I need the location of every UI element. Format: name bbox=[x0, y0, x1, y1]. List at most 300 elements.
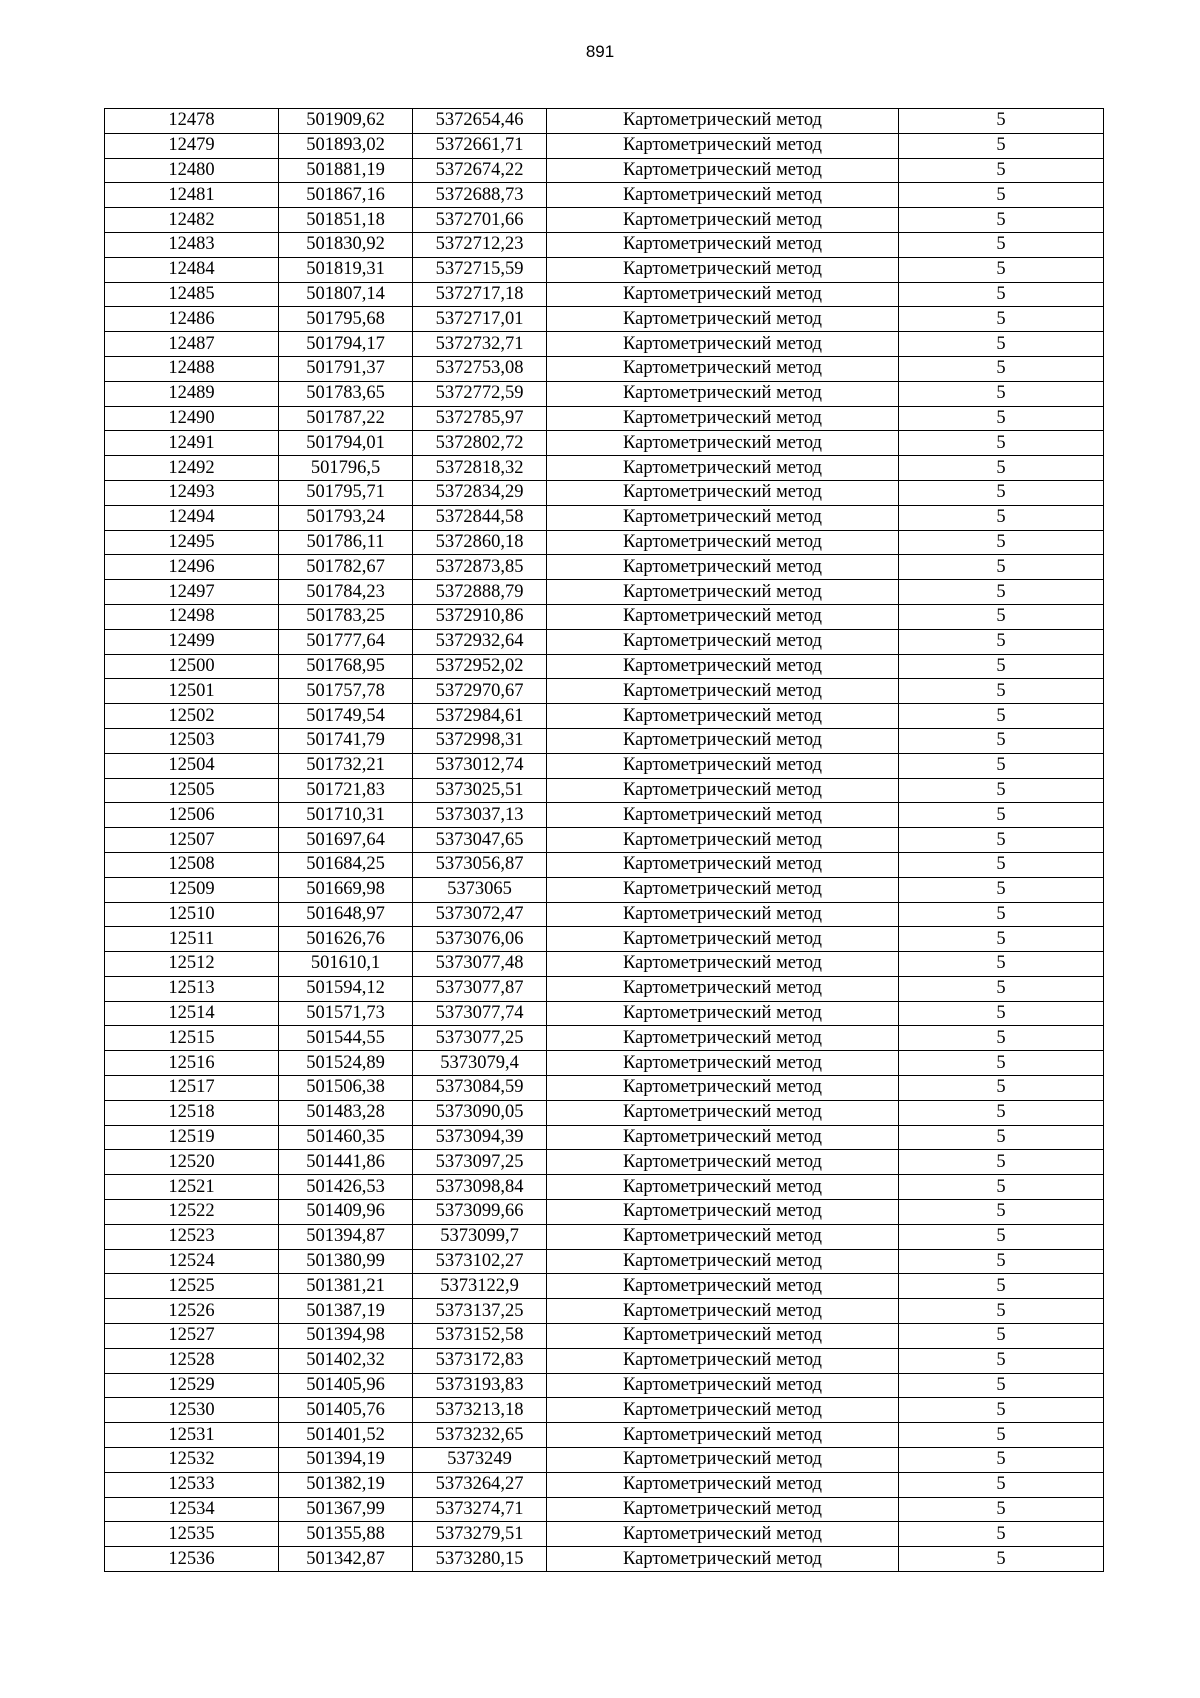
accuracy-cell: 5 bbox=[899, 580, 1104, 605]
y-coordinate-cell: 5373056,87 bbox=[413, 852, 547, 877]
x-coordinate-cell: 501610,1 bbox=[279, 952, 413, 977]
table-row bbox=[105, 133, 1104, 158]
y-coordinate-cell: 5372674,22 bbox=[413, 158, 547, 183]
method-cell: Картометрический метод bbox=[547, 530, 899, 555]
method-cell: Картометрический метод bbox=[547, 1249, 899, 1274]
page-number: 891 bbox=[585, 42, 615, 61]
y-coordinate-cell: 5373232,65 bbox=[413, 1423, 547, 1448]
y-coordinate-cell: 5372717,01 bbox=[413, 307, 547, 332]
x-coordinate-cell: 501893,02 bbox=[279, 133, 413, 158]
accuracy-cell: 5 bbox=[899, 629, 1104, 654]
y-coordinate-cell: 5372715,59 bbox=[413, 257, 547, 282]
method-cell: Картометрический метод bbox=[547, 1398, 899, 1423]
x-coordinate-cell: 501819,31 bbox=[279, 257, 413, 282]
method-cell: Картометрический метод bbox=[547, 1175, 899, 1200]
x-coordinate-cell: 501381,21 bbox=[279, 1274, 413, 1299]
point-number-cell: 12535 bbox=[105, 1522, 279, 1547]
table-row bbox=[105, 208, 1104, 233]
accuracy-cell: 5 bbox=[899, 1324, 1104, 1349]
y-coordinate-cell: 5372654,46 bbox=[413, 109, 547, 134]
point-number-cell: 12513 bbox=[105, 976, 279, 1001]
table-row bbox=[105, 1522, 1104, 1547]
method-cell: Картометрический метод bbox=[547, 952, 899, 977]
point-number-cell: 12499 bbox=[105, 629, 279, 654]
table-row bbox=[105, 828, 1104, 853]
table-row bbox=[105, 976, 1104, 1001]
table-row bbox=[105, 1448, 1104, 1473]
method-cell: Картометрический метод bbox=[547, 927, 899, 952]
point-number-cell: 12492 bbox=[105, 456, 279, 481]
method-cell: Картометрический метод bbox=[547, 1497, 899, 1522]
point-number-cell: 12520 bbox=[105, 1150, 279, 1175]
table-row bbox=[105, 406, 1104, 431]
y-coordinate-cell: 5372873,85 bbox=[413, 555, 547, 580]
table-row bbox=[105, 1150, 1104, 1175]
table-row bbox=[105, 1274, 1104, 1299]
x-coordinate-cell: 501851,18 bbox=[279, 208, 413, 233]
x-coordinate-cell: 501355,88 bbox=[279, 1522, 413, 1547]
point-number-cell: 12504 bbox=[105, 753, 279, 778]
x-coordinate-cell: 501401,52 bbox=[279, 1423, 413, 1448]
table-row bbox=[105, 555, 1104, 580]
point-number-cell: 12510 bbox=[105, 902, 279, 927]
accuracy-cell: 5 bbox=[899, 1001, 1104, 1026]
y-coordinate-cell: 5372772,59 bbox=[413, 381, 547, 406]
accuracy-cell: 5 bbox=[899, 1175, 1104, 1200]
accuracy-cell: 5 bbox=[899, 877, 1104, 902]
x-coordinate-cell: 501793,24 bbox=[279, 505, 413, 530]
table-row bbox=[105, 1076, 1104, 1101]
x-coordinate-cell: 501506,38 bbox=[279, 1076, 413, 1101]
accuracy-cell: 5 bbox=[899, 431, 1104, 456]
x-coordinate-cell: 501460,35 bbox=[279, 1125, 413, 1150]
method-cell: Картометрический метод bbox=[547, 456, 899, 481]
x-coordinate-cell: 501783,65 bbox=[279, 381, 413, 406]
y-coordinate-cell: 5372732,71 bbox=[413, 332, 547, 357]
table-row bbox=[105, 1051, 1104, 1076]
table-row bbox=[105, 679, 1104, 704]
x-coordinate-cell: 501394,19 bbox=[279, 1448, 413, 1473]
x-coordinate-cell: 501768,95 bbox=[279, 654, 413, 679]
y-coordinate-cell: 5373047,65 bbox=[413, 828, 547, 853]
method-cell: Картометрический метод bbox=[547, 654, 899, 679]
point-number-cell: 12505 bbox=[105, 778, 279, 803]
point-number-cell: 12501 bbox=[105, 679, 279, 704]
method-cell: Картометрический метод bbox=[547, 480, 899, 505]
point-number-cell: 12529 bbox=[105, 1373, 279, 1398]
method-cell: Картометрический метод bbox=[547, 332, 899, 357]
method-cell: Картометрический метод bbox=[547, 1522, 899, 1547]
point-number-cell: 12478 bbox=[105, 109, 279, 134]
method-cell: Картометрический метод bbox=[547, 1224, 899, 1249]
accuracy-cell: 5 bbox=[899, 307, 1104, 332]
accuracy-cell: 5 bbox=[899, 976, 1104, 1001]
y-coordinate-cell: 5373065 bbox=[413, 877, 547, 902]
x-coordinate-cell: 501794,01 bbox=[279, 431, 413, 456]
method-cell: Картометрический метод bbox=[547, 232, 899, 257]
x-coordinate-cell: 501544,55 bbox=[279, 1026, 413, 1051]
method-cell: Картометрический метод bbox=[547, 877, 899, 902]
y-coordinate-cell: 5373012,74 bbox=[413, 753, 547, 778]
table-row bbox=[105, 1026, 1104, 1051]
y-coordinate-cell: 5372888,79 bbox=[413, 580, 547, 605]
method-cell: Картометрический метод bbox=[547, 381, 899, 406]
table-row bbox=[105, 381, 1104, 406]
y-coordinate-cell: 5372701,66 bbox=[413, 208, 547, 233]
method-cell: Картометрический метод bbox=[547, 852, 899, 877]
accuracy-cell: 5 bbox=[899, 1547, 1104, 1572]
y-coordinate-cell: 5372984,61 bbox=[413, 704, 547, 729]
method-cell: Картометрический метод bbox=[547, 133, 899, 158]
table-row bbox=[105, 927, 1104, 952]
table-row bbox=[105, 456, 1104, 481]
point-number-cell: 12512 bbox=[105, 952, 279, 977]
method-cell: Картометрический метод bbox=[547, 778, 899, 803]
table-row bbox=[105, 480, 1104, 505]
y-coordinate-cell: 5373077,87 bbox=[413, 976, 547, 1001]
point-number-cell: 12514 bbox=[105, 1001, 279, 1026]
accuracy-cell: 5 bbox=[899, 604, 1104, 629]
accuracy-cell: 5 bbox=[899, 1448, 1104, 1473]
table-row bbox=[105, 257, 1104, 282]
x-coordinate-cell: 501791,37 bbox=[279, 356, 413, 381]
x-coordinate-cell: 501732,21 bbox=[279, 753, 413, 778]
x-coordinate-cell: 501741,79 bbox=[279, 728, 413, 753]
y-coordinate-cell: 5373037,13 bbox=[413, 803, 547, 828]
point-number-cell: 12517 bbox=[105, 1076, 279, 1101]
point-number-cell: 12533 bbox=[105, 1472, 279, 1497]
accuracy-cell: 5 bbox=[899, 109, 1104, 134]
method-cell: Картометрический метод bbox=[547, 1348, 899, 1373]
table-row bbox=[105, 1200, 1104, 1225]
x-coordinate-cell: 501795,68 bbox=[279, 307, 413, 332]
point-number-cell: 12524 bbox=[105, 1249, 279, 1274]
table-row bbox=[105, 1348, 1104, 1373]
table-row bbox=[105, 1398, 1104, 1423]
point-number-cell: 12526 bbox=[105, 1299, 279, 1324]
accuracy-cell: 5 bbox=[899, 232, 1104, 257]
y-coordinate-cell: 5372970,67 bbox=[413, 679, 547, 704]
method-cell: Картометрический метод bbox=[547, 307, 899, 332]
accuracy-cell: 5 bbox=[899, 530, 1104, 555]
table-row bbox=[105, 1125, 1104, 1150]
accuracy-cell: 5 bbox=[899, 332, 1104, 357]
point-number-cell: 12495 bbox=[105, 530, 279, 555]
point-number-cell: 12479 bbox=[105, 133, 279, 158]
accuracy-cell: 5 bbox=[899, 1522, 1104, 1547]
point-number-cell: 12483 bbox=[105, 232, 279, 257]
point-number-cell: 12484 bbox=[105, 257, 279, 282]
x-coordinate-cell: 501830,92 bbox=[279, 232, 413, 257]
accuracy-cell: 5 bbox=[899, 505, 1104, 530]
method-cell: Картометрический метод bbox=[547, 158, 899, 183]
x-coordinate-cell: 501881,19 bbox=[279, 158, 413, 183]
y-coordinate-cell: 5372844,58 bbox=[413, 505, 547, 530]
x-coordinate-cell: 501697,64 bbox=[279, 828, 413, 853]
x-coordinate-cell: 501783,25 bbox=[279, 604, 413, 629]
x-coordinate-cell: 501405,76 bbox=[279, 1398, 413, 1423]
point-number-cell: 12531 bbox=[105, 1423, 279, 1448]
table-row bbox=[105, 1001, 1104, 1026]
x-coordinate-cell: 501394,87 bbox=[279, 1224, 413, 1249]
point-number-cell: 12534 bbox=[105, 1497, 279, 1522]
accuracy-cell: 5 bbox=[899, 282, 1104, 307]
accuracy-cell: 5 bbox=[899, 1051, 1104, 1076]
x-coordinate-cell: 501784,23 bbox=[279, 580, 413, 605]
table-row bbox=[105, 704, 1104, 729]
method-cell: Картометрический метод bbox=[547, 803, 899, 828]
x-coordinate-cell: 501380,99 bbox=[279, 1249, 413, 1274]
x-coordinate-cell: 501669,98 bbox=[279, 877, 413, 902]
x-coordinate-cell: 501796,5 bbox=[279, 456, 413, 481]
point-number-cell: 12494 bbox=[105, 505, 279, 530]
point-number-cell: 12493 bbox=[105, 480, 279, 505]
accuracy-cell: 5 bbox=[899, 158, 1104, 183]
table-row bbox=[105, 1175, 1104, 1200]
x-coordinate-cell: 501409,96 bbox=[279, 1200, 413, 1225]
coordinates-table-body bbox=[105, 109, 1104, 1572]
accuracy-cell: 5 bbox=[899, 1150, 1104, 1175]
point-number-cell: 12489 bbox=[105, 381, 279, 406]
accuracy-cell: 5 bbox=[899, 852, 1104, 877]
table-row bbox=[105, 580, 1104, 605]
table-row bbox=[105, 505, 1104, 530]
y-coordinate-cell: 5373090,05 bbox=[413, 1100, 547, 1125]
method-cell: Картометрический метод bbox=[547, 828, 899, 853]
y-coordinate-cell: 5373122,9 bbox=[413, 1274, 547, 1299]
method-cell: Картометрический метод bbox=[547, 1051, 899, 1076]
table-row bbox=[105, 1324, 1104, 1349]
point-number-cell: 12480 bbox=[105, 158, 279, 183]
y-coordinate-cell: 5372802,72 bbox=[413, 431, 547, 456]
point-number-cell: 12500 bbox=[105, 654, 279, 679]
point-number-cell: 12522 bbox=[105, 1200, 279, 1225]
y-coordinate-cell: 5373280,15 bbox=[413, 1547, 547, 1572]
table-row bbox=[105, 332, 1104, 357]
method-cell: Картометрический метод bbox=[547, 1324, 899, 1349]
y-coordinate-cell: 5373102,27 bbox=[413, 1249, 547, 1274]
point-number-cell: 12525 bbox=[105, 1274, 279, 1299]
method-cell: Картометрический метод bbox=[547, 1125, 899, 1150]
x-coordinate-cell: 501721,83 bbox=[279, 778, 413, 803]
point-number-cell: 12527 bbox=[105, 1324, 279, 1349]
accuracy-cell: 5 bbox=[899, 555, 1104, 580]
y-coordinate-cell: 5372661,71 bbox=[413, 133, 547, 158]
y-coordinate-cell: 5372818,32 bbox=[413, 456, 547, 481]
point-number-cell: 12507 bbox=[105, 828, 279, 853]
method-cell: Картометрический метод bbox=[547, 431, 899, 456]
x-coordinate-cell: 501710,31 bbox=[279, 803, 413, 828]
x-coordinate-cell: 501626,76 bbox=[279, 927, 413, 952]
accuracy-cell: 5 bbox=[899, 1348, 1104, 1373]
point-number-cell: 12498 bbox=[105, 604, 279, 629]
x-coordinate-cell: 501441,86 bbox=[279, 1150, 413, 1175]
y-coordinate-cell: 5373079,4 bbox=[413, 1051, 547, 1076]
accuracy-cell: 5 bbox=[899, 1249, 1104, 1274]
method-cell: Картометрический метод bbox=[547, 1448, 899, 1473]
method-cell: Картометрический метод bbox=[547, 1150, 899, 1175]
table-row bbox=[105, 356, 1104, 381]
method-cell: Картометрический метод bbox=[547, 1547, 899, 1572]
table-row bbox=[105, 1299, 1104, 1324]
x-coordinate-cell: 501795,71 bbox=[279, 480, 413, 505]
x-coordinate-cell: 501405,96 bbox=[279, 1373, 413, 1398]
y-coordinate-cell: 5373137,25 bbox=[413, 1299, 547, 1324]
x-coordinate-cell: 501571,73 bbox=[279, 1001, 413, 1026]
point-number-cell: 12496 bbox=[105, 555, 279, 580]
y-coordinate-cell: 5373084,59 bbox=[413, 1076, 547, 1101]
method-cell: Картометрический метод bbox=[547, 1274, 899, 1299]
point-number-cell: 12518 bbox=[105, 1100, 279, 1125]
accuracy-cell: 5 bbox=[899, 456, 1104, 481]
method-cell: Картометрический метод bbox=[547, 1472, 899, 1497]
y-coordinate-cell: 5372834,29 bbox=[413, 480, 547, 505]
x-coordinate-cell: 501367,99 bbox=[279, 1497, 413, 1522]
table-row bbox=[105, 753, 1104, 778]
method-cell: Картометрический метод bbox=[547, 629, 899, 654]
y-coordinate-cell: 5372932,64 bbox=[413, 629, 547, 654]
table-row bbox=[105, 604, 1104, 629]
accuracy-cell: 5 bbox=[899, 257, 1104, 282]
y-coordinate-cell: 5372688,73 bbox=[413, 183, 547, 208]
y-coordinate-cell: 5373099,66 bbox=[413, 1200, 547, 1225]
y-coordinate-cell: 5373274,71 bbox=[413, 1497, 547, 1522]
y-coordinate-cell: 5373099,7 bbox=[413, 1224, 547, 1249]
method-cell: Картометрический метод bbox=[547, 1001, 899, 1026]
method-cell: Картометрический метод bbox=[547, 356, 899, 381]
accuracy-cell: 5 bbox=[899, 1373, 1104, 1398]
x-coordinate-cell: 501787,22 bbox=[279, 406, 413, 431]
method-cell: Картометрический метод bbox=[547, 728, 899, 753]
point-number-cell: 12486 bbox=[105, 307, 279, 332]
point-number-cell: 12509 bbox=[105, 877, 279, 902]
accuracy-cell: 5 bbox=[899, 778, 1104, 803]
method-cell: Картометрический метод bbox=[547, 208, 899, 233]
x-coordinate-cell: 501794,17 bbox=[279, 332, 413, 357]
accuracy-cell: 5 bbox=[899, 654, 1104, 679]
x-coordinate-cell: 501402,32 bbox=[279, 1348, 413, 1373]
method-cell: Картометрический метод bbox=[547, 1076, 899, 1101]
point-number-cell: 12508 bbox=[105, 852, 279, 877]
y-coordinate-cell: 5373077,25 bbox=[413, 1026, 547, 1051]
table-row bbox=[105, 654, 1104, 679]
x-coordinate-cell: 501594,12 bbox=[279, 976, 413, 1001]
y-coordinate-cell: 5372712,23 bbox=[413, 232, 547, 257]
accuracy-cell: 5 bbox=[899, 828, 1104, 853]
table-row bbox=[105, 629, 1104, 654]
y-coordinate-cell: 5373213,18 bbox=[413, 1398, 547, 1423]
table-row bbox=[105, 778, 1104, 803]
table-row bbox=[105, 1472, 1104, 1497]
x-coordinate-cell: 501867,16 bbox=[279, 183, 413, 208]
accuracy-cell: 5 bbox=[899, 406, 1104, 431]
table-row bbox=[105, 183, 1104, 208]
table-row bbox=[105, 952, 1104, 977]
y-coordinate-cell: 5373025,51 bbox=[413, 778, 547, 803]
point-number-cell: 12530 bbox=[105, 1398, 279, 1423]
x-coordinate-cell: 501648,97 bbox=[279, 902, 413, 927]
table-row bbox=[105, 728, 1104, 753]
method-cell: Картометрический метод bbox=[547, 1200, 899, 1225]
accuracy-cell: 5 bbox=[899, 1423, 1104, 1448]
accuracy-cell: 5 bbox=[899, 803, 1104, 828]
point-number-cell: 12506 bbox=[105, 803, 279, 828]
method-cell: Картометрический метод bbox=[547, 282, 899, 307]
method-cell: Картометрический метод bbox=[547, 902, 899, 927]
method-cell: Картометрический метод bbox=[547, 555, 899, 580]
accuracy-cell: 5 bbox=[899, 1472, 1104, 1497]
method-cell: Картометрический метод bbox=[547, 183, 899, 208]
y-coordinate-cell: 5373172,83 bbox=[413, 1348, 547, 1373]
y-coordinate-cell: 5373152,58 bbox=[413, 1324, 547, 1349]
y-coordinate-cell: 5373077,74 bbox=[413, 1001, 547, 1026]
point-number-cell: 12503 bbox=[105, 728, 279, 753]
y-coordinate-cell: 5373249 bbox=[413, 1448, 547, 1473]
accuracy-cell: 5 bbox=[899, 133, 1104, 158]
accuracy-cell: 5 bbox=[899, 1299, 1104, 1324]
y-coordinate-cell: 5372952,02 bbox=[413, 654, 547, 679]
y-coordinate-cell: 5373076,06 bbox=[413, 927, 547, 952]
point-number-cell: 12488 bbox=[105, 356, 279, 381]
point-number-cell: 12481 bbox=[105, 183, 279, 208]
table-row bbox=[105, 282, 1104, 307]
accuracy-cell: 5 bbox=[899, 480, 1104, 505]
y-coordinate-cell: 5373193,83 bbox=[413, 1373, 547, 1398]
y-coordinate-cell: 5373279,51 bbox=[413, 1522, 547, 1547]
accuracy-cell: 5 bbox=[899, 356, 1104, 381]
table-row bbox=[105, 902, 1104, 927]
method-cell: Картометрический метод bbox=[547, 257, 899, 282]
table-row bbox=[105, 307, 1104, 332]
method-cell: Картометрический метод bbox=[547, 1423, 899, 1448]
accuracy-cell: 5 bbox=[899, 381, 1104, 406]
accuracy-cell: 5 bbox=[899, 1398, 1104, 1423]
accuracy-cell: 5 bbox=[899, 1200, 1104, 1225]
accuracy-cell: 5 bbox=[899, 1274, 1104, 1299]
accuracy-cell: 5 bbox=[899, 208, 1104, 233]
y-coordinate-cell: 5373264,27 bbox=[413, 1472, 547, 1497]
x-coordinate-cell: 501782,67 bbox=[279, 555, 413, 580]
method-cell: Картометрический метод bbox=[547, 1100, 899, 1125]
method-cell: Картометрический метод bbox=[547, 505, 899, 530]
y-coordinate-cell: 5372910,86 bbox=[413, 604, 547, 629]
table-row bbox=[105, 1249, 1104, 1274]
x-coordinate-cell: 501394,98 bbox=[279, 1324, 413, 1349]
point-number-cell: 12521 bbox=[105, 1175, 279, 1200]
accuracy-cell: 5 bbox=[899, 1497, 1104, 1522]
accuracy-cell: 5 bbox=[899, 679, 1104, 704]
table-row bbox=[105, 1497, 1104, 1522]
accuracy-cell: 5 bbox=[899, 728, 1104, 753]
y-coordinate-cell: 5373072,47 bbox=[413, 902, 547, 927]
accuracy-cell: 5 bbox=[899, 952, 1104, 977]
x-coordinate-cell: 501777,64 bbox=[279, 629, 413, 654]
accuracy-cell: 5 bbox=[899, 1100, 1104, 1125]
table-row bbox=[105, 530, 1104, 555]
point-number-cell: 12532 bbox=[105, 1448, 279, 1473]
point-number-cell: 12491 bbox=[105, 431, 279, 456]
method-cell: Картометрический метод bbox=[547, 406, 899, 431]
table-row bbox=[105, 1224, 1104, 1249]
y-coordinate-cell: 5373077,48 bbox=[413, 952, 547, 977]
table-row bbox=[105, 877, 1104, 902]
x-coordinate-cell: 501807,14 bbox=[279, 282, 413, 307]
y-coordinate-cell: 5372860,18 bbox=[413, 530, 547, 555]
x-coordinate-cell: 501387,19 bbox=[279, 1299, 413, 1324]
accuracy-cell: 5 bbox=[899, 1125, 1104, 1150]
method-cell: Картометрический метод bbox=[547, 976, 899, 1001]
coordinates-table bbox=[104, 108, 1104, 1572]
